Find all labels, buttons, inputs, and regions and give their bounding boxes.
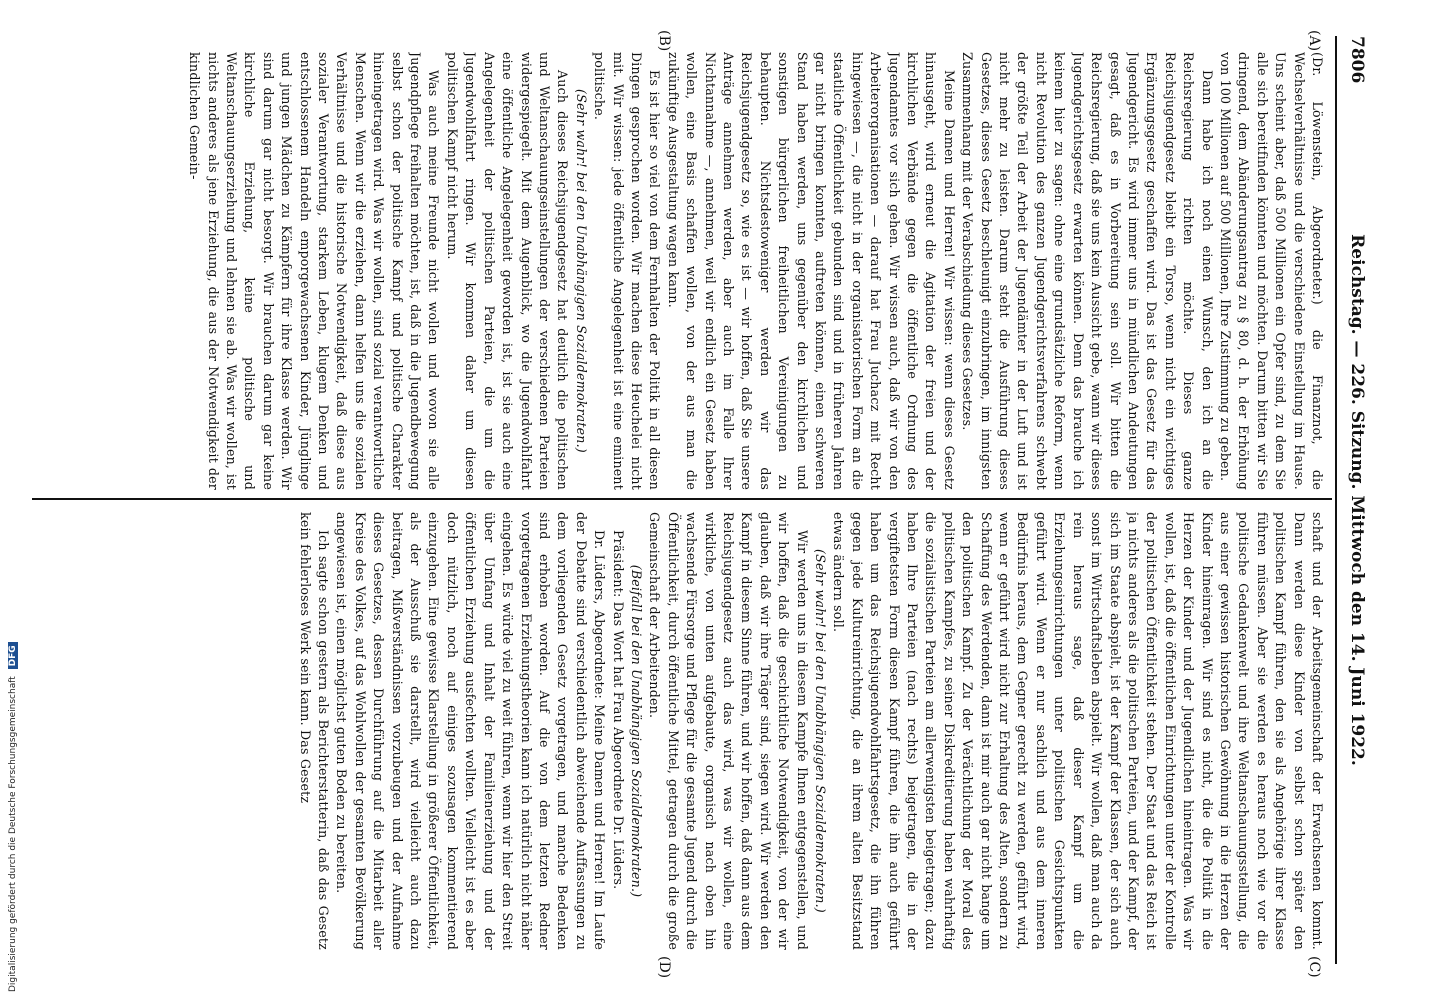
page-number: 7806 [1347,36,1367,84]
credit-text: Digitalisierung gefördert durch die Deutsche Forschungsgemeinschaft [8,676,18,992]
interjection: (Beifall bei den Unabhängigen Sozialdemokraten.) [628,564,644,898]
interjection: (Sehr wahr! bei den Unabhängigen Sozialdemokraten.) [813,549,829,913]
margin-mark-b: (B) [656,30,672,52]
paragraph: schaft und der Arbeitsgemeinschaft der Erwachsenen kommt. Dann werden diese Kinder von selbst schon später den politischen Kampf führen, den sie als Angehörige ihrer Klasse führen müssen. Aber sie werden es heraus noch wie vor die politische Gedankenwelt und ihre Weltanschauungsstellung, die aus einer gewissen historischen Gewöhnung in die Herzen der Kinder hineinragen. Wir sind es nicht, die die Politik in die Herzen der Kinder und der Jugendlichen hineintragen. Was wir wollen, ist, daß die öffentlichen Einrichtungen unter der Kontrolle der politischen Öffentlichkeit stehen. Der Staat und das Reich ist ja nichts anderes als die politischen Parteien, und der Kampf, der sich im Staate abspielt, ist der Kampf der Klassen, der sich auch sonst im Wirtschaftsleben abspielt. Wir wollen, daß man auch da rein heraus sage, daß dieser Kampf um die Erziehungseinrichtungen unter politischen Gesichtspunkten geführt wird. Wenn er nur sachlich und aus dem inneren Bedürfnis heraus, dem Gegner gerecht zu werden, geführt wird, wenn er geführt wird nicht zur Erhaltung des Alten, sondern zu Schaffung des Werdenden, dann ist mir auch gar nicht bange um den politischen Kampf. Zu der Verächtlichung der Moral des politischen Kampfes, zu seiner Diskreditierung haben wahrhaftig die sozialistischen Parteien am allerwenigsten beigetragen; dazu haben Ihre Parteien (nach rechts) beigetragen, die in der vergiftetsten Form diesen Kampf führen, die ihn auch geführt haben um das Reichsjugendwohlfahrtsgesetz, die ihn führen gegen jede Kultureinrichtung, die an ihrem alten Besitzstand etwas ändern soll. [831,512,1325,950]
paragraph: Was auch meine Freunde nicht wollen und wovon sie alle Jugendpflege freihalten möchten, ist, daß in die Jugendbewegung selbst schon der politische Kampf und politische Charakter hineingetragen wird. Was wir wollen, sind sozial verantwortliche Menschen. Wenn wir die erziehen, dann helfen uns die sozialen Verhältnisse und die historische Notwendigkeit, daß diese aus sozialer Verantwortung, starkem Leben, klugem Denken und entschlossenem Handeln emporgewachsenen Kinder, Jünglinge und jungen Mädchen zu Kämpfern für ihre Klasse werden. Wir sind darum gar nicht besorgt. Wir brauchen darum gar keine kirchliche Erziehung, keine politische und Weltanschauungserziehung und lehnen sie ab. Was wir wollen, ist nichts anderes als jene Erziehung, die aus der Notwendigkeit der kindlichen Gemein- [187,52,442,490]
margin-mark-c: (C) [1306,956,1322,978]
paragraph: Auch dieses Reichsjugendgesetz hat deutlich die politischen und Weltanschauungseinstellungen der verschiedenen Parteien widergespiegelt. Mit dem Augenblick, wo die Jugendwohlfahrt eine öffentliche Angelegenheit geworden ist, ist sie auch eine Angelegenheit der politischen Parteien, die um die Jugendwohlfahrt ringen. Wir kommen daher um diesen politischen Kampf nicht herum. [444,52,571,490]
paragraph: Ich sagte schon gestern als Berichterstatterin, daß das Gesetz kein fehlerloses Werk sein kann. Das Gesetz [297,512,332,950]
paragraph: Dr. Lüders, Abgeordnete: Meine Damen und Herren! Im Laufe der Debatte sind verschiedentlich abweichende Auffassungen zu dem vorliegenden Gesetz vorgetragen, und manche Bedenken sind erhoben worden. Auf die von dem letzten Redner vorgetragenen Erziehungstheorien kann ich natürlich nicht näher eingehen. Es würde viel zu weit führen, wenn wir hier den Streit über Umfang und Inhalt der Familienerziehung und der öffentlichen Erziehung ausfechten wollten. Vielleicht ist es aber doch nützlich, noch auf einiges sozusagen kommentierend einzugehen. Eine gewisse Klarstellung in größerer Öffentlichkeit, als der Ausschuß sie darstellt, wird vielleicht auch dazu beitragen, Mißverständnissen vorzubeugen und der Aufnahme dieses Gesetzes, dessen Durchführung auf die Mitarbeit aller Kreise des Volkes, auf das Wohlwollen der gesamten Bevölkerung angewiesen ist, einen möglichst guten Boden zu bereiten. [334,512,608,950]
paragraph: Wir werden uns in diesem Kampfe Ihnen entgegenstellen, und wir hoffen, daß die geschichtliche Notwendigkeit, von der wir glauben, daß wir ihre Träger sind, siegen wird. Wir werden den Kampf in diesem Sinne führen, und wir hoffen, daß dann aus dem Reichsjugendgesetz auch das wird, was wir wollen, eine wirkliche, von unten aufgebaute, organisch nach oben hin wachsende Fürsorge und Pflege für die gesamte Jugend durch die Öffentlichkeit, durch öffentliche Mittel, getragen durch die große Gemeinschaft der Arbeitenden. [647,512,810,950]
right-column [36,512,1326,950]
paragraph: Präsident: Das Wort hat Frau Abgeordnete Dr. Lüders. [610,530,626,890]
left-column [36,52,1326,490]
page-title: Reichstag. — 226. Sitzung. Mittwoch den 14. Juni 1922. [1347,234,1367,766]
margin-mark-a: (A) [1306,30,1322,52]
dfg-logo: DFG [8,642,18,669]
paragraph: Dann habe ich noch einen Wunsch, den ich an die Reichsregierung richten möchte. Dieses ganze Reichsjugendgesetz bleibt ein Torso, wenn nicht ein wichtiges Ergänzungsgesetz geschaffen wird. Das ist das Gesetz für das Jugendgericht. Es wird immer uns in mündlichen Andeutungen gesagt, daß es in Vorbereitung sein soll. Wir bitten die Reichsregierung, daß sie uns kein Aussicht gebe, wann wir dieses Jugendgerichtsgesetz erwarten können. Denn das brauche ich keinem hier zu sagen: ohne eine grundsätzliche Reform, wenn nicht Revolution des ganzen Jugendgerichtsverfahrens schwebt der größte Teil der Arbeit der Jugendämter in der Luft und ist nicht mehr zu leisten. Darum steht die Ausführung dieses Gesetzes, dieses Gesetz beschleunigt einzubringen, im innigsten Zusammenhang mit der Verabschiedung dieses Gesetzes. [960,52,1215,490]
paragraph: (Dr. Löwenstein, Abgeordneter.) die Finanznot, die Wechselverhältnisse und die verschiedene Einstellung im Hause. Uns scheint aber, daß 500 Millionen ein Opfer sind, zu dem Sie alle sich bereitfinden könnten und möchten. Darum bitten wir Sie dringend, dem Abänderungsantrag zu § 80, d. h. der Erhöhung von 100 Millionen auf 500 Millionen, Ihre Zustimmung zu geben. [1217,52,1325,490]
paragraph: Meine Damen und Herren! Wir wissen: wenn dieses Gesetz hinausgeht, wird erneut die Agitation der freien und der kirchlichen Verbände gegen die öffentliche Ordnung des Jugendamtes vor sich gehen. Wir wissen auch, daß wir von den Arbeiterorganisationen — darauf hat Frau Juchacz mit Recht hingewiesen —, die nicht in der organisatorischen Form an die staatliche Öffentlichkeit gebunden sind und in früheren Jahren gar nicht bringen konnten, auftreten können, einen schweren Stand haben werden, uns gegenüber den kirchlichen und sonstigen bürgerlichen freiheitlichen Vereinigungen zu behaupten. Nichtsdestoweniger werden wir das Reichsjugendgesetz so, wie es ist — wir hoffen, daß Sie unsere Anträge annehmen werden, aber auch im Falle Ihrer Nichtannahme —, annehmen, weil wir endlich ein Gesetz haben wollen, eine Basis schaffen wollen, von der aus man die zukünftige Ausgestaltung wagen kann. [665,52,957,490]
interjection: (Sehr wahr! bei den Unabhängigen Sozialdemokraten.) [573,89,589,453]
digitization-credit [8,42,18,992]
paragraph: Es ist hier so viel von dem Fernhalten der Politik in all diesen Dingen gesprochen worden. Wir machen diese Heuchelei nicht mit. Wir wissen: jede öffentliche Angelegenheit ist eine eminent politische. [592,52,663,490]
page-header [1335,36,1379,964]
margin-mark-d: (D) [656,956,672,979]
column-divider [32,498,1332,500]
